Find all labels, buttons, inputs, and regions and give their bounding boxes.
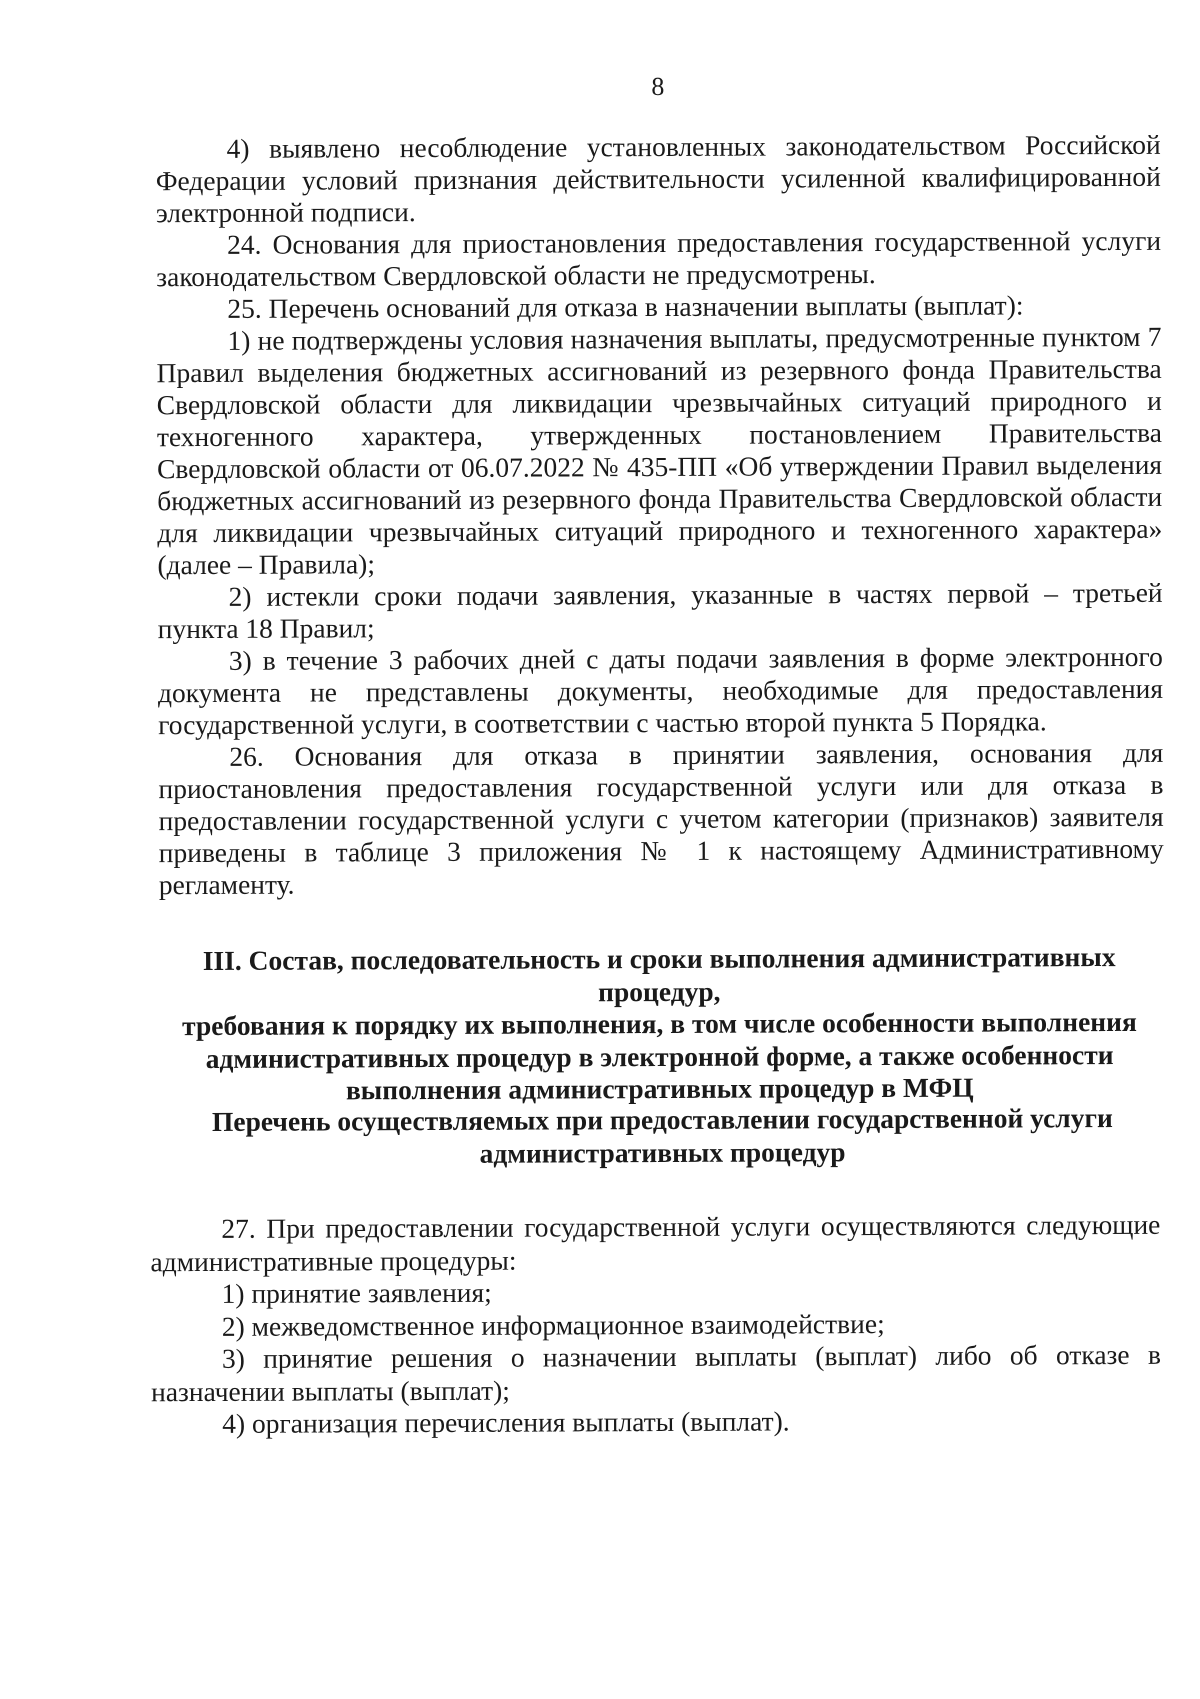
section-title-line: требования к порядку их выполнения, в том числе особенности выполнения xyxy=(182,1005,1137,1042)
procedure-item-3: 3) принятие решения о назначении выплаты (выплат) либо об отказе в назначении выплаты (выплат); xyxy=(150,1338,1161,1407)
section-subtitle-line: административных процедур xyxy=(479,1136,846,1169)
paragraph-item-4-signature: 4) выявлено несоблюдение установленных законодательством Российской Федерации условий признания действительности усиленной квалифицированной электронной подписи. xyxy=(155,128,1161,229)
paragraph-25-item-2: 2) истекли сроки подачи заявления, указанные в частях первой – третьей пункта 18 Правил; xyxy=(157,576,1163,645)
body-text-procedures xyxy=(150,1209,1161,1441)
paragraph-25-item-1: 1) не подтверждены условия назначения выплаты, предусмотренные пунктом 7 Правил выделения бюджетных ассигнований из резервного фонда Правительства Свердловской области для ликвидации чрезвычайных ситуаций природного и техногенного характера, утвержденных постановлением Правительства Свердловской области от 06.07.2022 № 435-ПП «Об утверждении Правил выделения бюджетных ассигнований из резервного фонда Правительства Свердловской области для ликвидации чрезвычайных ситуаций природного и техногенного характера» (далее – Правила); xyxy=(156,320,1163,581)
section-title-line: III. Состав, последовательность и сроки выполнения административных процедур, xyxy=(202,941,1116,1007)
section-subtitle-line: Перечень осуществляемых при предоставлении государственной услуги xyxy=(211,1102,1113,1137)
paragraph-26-grounds: 26. Основания для отказа в принятии заявления, основания для приостановления предоставления государственной услуги или для отказа в предоставлении государственной услуги с учетом категории (признаков) заявителя приведены в таблице 3 приложения № 1 к настоящему Административному регламенту. xyxy=(158,736,1164,901)
procedure-item-4: 4) организация перечисления выплаты (выплат). xyxy=(222,1405,790,1439)
paragraph-24-suspension: 24. Основания для приостановления предоставления государственной услуги законодательством Свердловской области не предусмотрены. xyxy=(156,224,1162,293)
document-page xyxy=(150,0,1167,1699)
body-text-top xyxy=(156,129,1164,901)
section-title-line: выполнения административных процедур в МФЦ xyxy=(345,1071,974,1106)
section-title-line: административных процедур в электронной форме, а также особенности xyxy=(205,1038,1114,1074)
page-number: 8 xyxy=(651,71,665,102)
paragraph-25-item-3: 3) в течение 3 рабочих дней с даты подачи заявления в форме электронного документа не представлены документы, необходимые для предоставления государственной услуги, в соответствии с частью второй пункта 5 Порядка. xyxy=(157,640,1164,741)
section-subtitle xyxy=(160,1101,1165,1171)
paragraph-25-refusal-list: 25. Перечень оснований для отказа в назначении выплаты (выплат): xyxy=(227,289,1024,324)
section-title xyxy=(149,941,1170,1108)
paragraph-27-procedures: 27. При предоставлении государственной услуги осуществляются следующие административные процедуры: xyxy=(150,1208,1161,1277)
procedure-item-1: 1) принятие заявления; xyxy=(221,1276,492,1309)
procedure-item-2: 2) межведомственное информационное взаимодействие; xyxy=(221,1307,885,1342)
